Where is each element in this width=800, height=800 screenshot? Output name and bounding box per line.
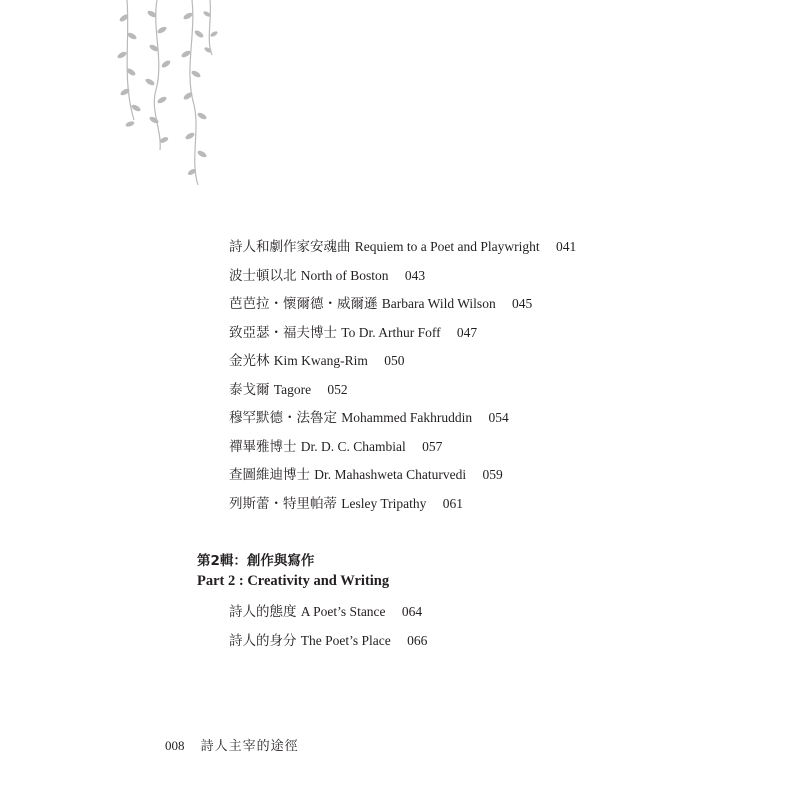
toc-entry-english-title: A Poet’s Stance xyxy=(300,604,386,619)
toc-entry-english-title: North of Boston xyxy=(300,268,389,283)
part-heading-english: Part 2 : Creativity and Writing xyxy=(197,573,390,589)
toc-entry-chinese-title: 查圖維迪博士 xyxy=(229,467,310,483)
toc-entry-page-number: 057 xyxy=(422,439,443,454)
toc-entry-page-number: 045 xyxy=(512,296,533,311)
toc-entry-page-number: 041 xyxy=(555,239,577,254)
footer-book-title: 詩人主宰的途徑 xyxy=(200,739,299,754)
toc-entry-english-title: To Dr. Arthur Foff xyxy=(341,325,441,340)
toc-entry-page-number: 059 xyxy=(482,467,503,482)
toc-entry xyxy=(229,295,532,313)
toc-entry xyxy=(229,438,442,456)
toc-entry-english-title: Tagore xyxy=(273,382,312,397)
toc-entry-chinese-title: 詩人和劇作家安魂曲 xyxy=(229,239,351,255)
toc-entry-page-number: 061 xyxy=(442,496,463,511)
toc-entry-page-number: 064 xyxy=(401,604,423,619)
toc-entry xyxy=(229,324,477,342)
toc-entry-page-number: 054 xyxy=(488,410,509,425)
toc-entry-chinese-title: 芭芭拉・懷爾德・威爾遜 xyxy=(229,296,378,312)
toc-entry-chinese-title: 泰戈爾 xyxy=(229,382,270,398)
toc-entry-page-number: 047 xyxy=(456,325,478,340)
toc-entry-english-title: The Poet’s Place xyxy=(300,633,391,648)
toc-entry xyxy=(229,352,404,370)
part-heading-chinese: 第2輯：創作與寫作 xyxy=(197,553,315,569)
toc-entry-english-title: Requiem to a Poet and Playwright xyxy=(354,239,540,254)
toc-entry-page-number: 043 xyxy=(404,268,426,283)
toc-entry xyxy=(229,603,422,621)
toc-entry-chinese-title: 禪畢雅博士 xyxy=(229,439,297,455)
toc-entry xyxy=(229,632,427,650)
toc-entry-english-title: Kim Kwang-Rim xyxy=(273,353,368,368)
toc-entry xyxy=(229,238,576,256)
toc-entry xyxy=(229,381,348,399)
toc-entry-chinese-title: 詩人的身分 xyxy=(229,633,297,649)
toc-entry-chinese-title: 詩人的態度 xyxy=(229,604,297,620)
toc-entry-page-number: 050 xyxy=(384,353,405,368)
toc-entry-chinese-title: 致亞瑟・福夫博士 xyxy=(229,325,337,341)
toc-entry-english-title: Lesley Tripathy xyxy=(341,496,427,511)
toc-entry-page-number: 066 xyxy=(407,633,428,648)
toc-entry-chinese-title: 金光林 xyxy=(229,353,270,369)
toc-entry-english-title: Dr. D. C. Chambial xyxy=(300,439,406,454)
toc-entry-english-title: Barbara Wild Wilson xyxy=(381,296,496,311)
toc-entry-page-number: 052 xyxy=(327,382,348,397)
footer-page-number: 008 xyxy=(165,738,185,753)
hanging-vine-ornament xyxy=(112,0,222,190)
toc-entry xyxy=(229,267,425,285)
toc-entry-english-title: Dr. Mahashweta Chaturvedi xyxy=(314,467,467,482)
page-footer xyxy=(165,738,299,755)
toc-entry xyxy=(229,466,503,484)
toc-entry-english-title: Mohammed Fakhruddin xyxy=(341,410,473,425)
toc-entry xyxy=(229,409,509,427)
toc-entry-chinese-title: 穆罕默德・法魯定 xyxy=(229,410,337,426)
toc-entry-chinese-title: 列斯蕾・特里帕蒂 xyxy=(229,496,337,512)
toc-entry-chinese-title: 波士頓以北 xyxy=(229,268,297,284)
toc-entry xyxy=(229,495,463,513)
